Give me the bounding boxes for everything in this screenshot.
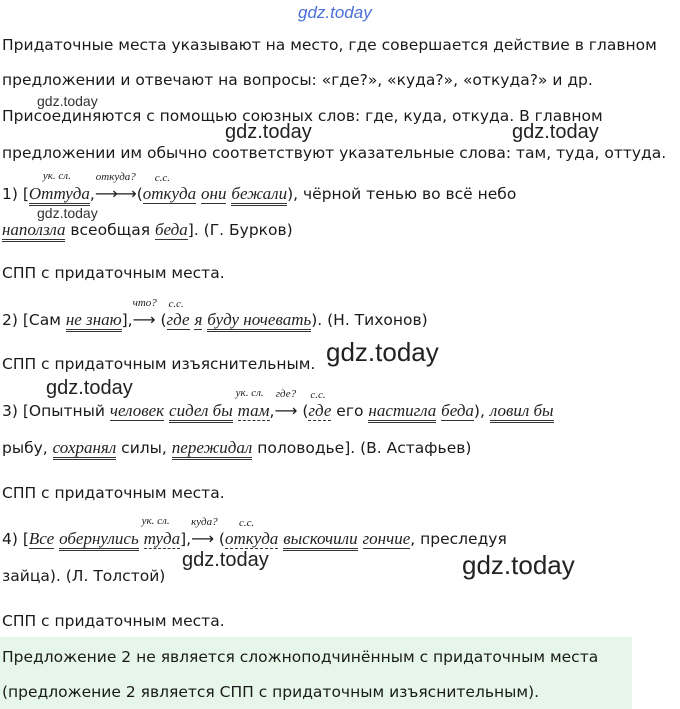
predicate-word: буду ночевать: [207, 310, 311, 332]
predicate-word: обернулись: [59, 529, 139, 551]
sentence-4-line-2: зайца). (Л. Толстой): [2, 567, 166, 585]
sentence-1-line-1: 1) [Оттуда ук. сл. , откуда? ⟶⟶(откуда с.с. они бежали), чёрной тенью во всё небо: [2, 184, 516, 204]
pointer-word: туда ук. сл.: [141, 515, 181, 548]
watermark: gdz.today: [37, 93, 98, 109]
watermark: gdz.today: [225, 121, 312, 143]
predicate-word: бежали: [231, 184, 287, 206]
sentence-3-line-2: рыбу, сохранял силы, пережидал половодье]. (В. Астафьев): [2, 438, 471, 458]
subject-word: Все: [28, 529, 55, 548]
result-1: СПП с придаточным места.: [2, 264, 225, 282]
sentence-2: 2) [Сам не знаю], что? ⟶ (где с.с. я буду ночевать). (Н. Тихонов): [2, 310, 428, 330]
watermark-top: gdz.today: [298, 3, 372, 22]
conclusion-line: (предложение 2 является СПП с придаточным изъяснительным).: [2, 683, 540, 701]
predicate-word: настигла: [368, 401, 436, 423]
intro-line: Присоединяются с помощью союзных слов: где, куда, откуда. В главном: [2, 107, 603, 125]
conjunctive-word: где с.с.: [166, 298, 190, 329]
result-2: СПП с придаточным изъяснительным.: [2, 355, 316, 373]
subject-word: человек: [109, 401, 165, 420]
sentence-1-line-2: наползла всеобщая беда]. (Г. Бурков): [2, 220, 293, 240]
predicate-word: сохранял: [53, 438, 117, 460]
subject-word: они: [201, 184, 227, 203]
conjunctive-word: где с.с.: [308, 389, 332, 420]
watermark: gdz.today: [512, 121, 599, 143]
predicate-word: наползла: [2, 220, 65, 242]
predicate-word: сидел бы: [169, 401, 233, 423]
conjunctive-word: откуда с.с.: [142, 172, 197, 203]
predicate-word: не знаю: [66, 310, 122, 332]
subject-word: Оттуда ук. сл.: [29, 184, 90, 206]
question-arrow: куда? ⟶: [191, 516, 218, 548]
question-arrow: что? ⟶: [132, 297, 157, 329]
intro-line: предложении и отвечают на вопросы: «где?», «куда?», «откуда?» и др.: [2, 71, 593, 89]
watermark: gdz.today: [326, 337, 439, 367]
watermark: gdz.today: [37, 205, 98, 221]
result-4: СПП с придаточным места.: [2, 612, 225, 630]
subject-word: я: [194, 310, 203, 329]
question-arrow: где? ⟶: [274, 388, 298, 420]
sentence-3-line-1: 3) [Опытный человек сидел бы там ук. сл. , где? ⟶ (где с.с. его настигла беда), ловил бы: [2, 401, 554, 421]
sentence-4-line-1: 4) [Все обернулись туда ук. сл. ], куда? ⟶ (откуда с.с. выскочили гончие, преследуя: [2, 529, 507, 549]
conjunctive-word: откуда с.с.: [224, 517, 279, 548]
intro-line: Придаточные места указывают на место, где совершается действие в главном: [2, 36, 657, 54]
question-arrow: откуда? ⟶⟶: [94, 171, 137, 203]
pointer-word-label: ук. сл.: [42, 170, 71, 182]
intro-line: предложении им обычно соответствуют указательные слова: там, туда, оттуда.: [2, 144, 667, 162]
conclusion-line: Предложение 2 не является сложноподчинённым с придаточным места: [2, 648, 599, 666]
predicate-word: ловил бы: [490, 401, 554, 423]
subject-word: беда: [154, 220, 188, 239]
pointer-word: там ук. сл.: [235, 387, 270, 420]
result-3: СПП с придаточным места.: [2, 484, 225, 502]
watermark: gdz.today: [182, 549, 269, 571]
subject-word: беда: [441, 401, 474, 420]
predicate-word: пережидал: [172, 438, 253, 460]
watermark: gdz.today: [462, 550, 575, 580]
watermark: gdz.today: [46, 377, 133, 399]
subject-word: гончие: [362, 529, 411, 548]
predicate-word: выскочили: [283, 529, 357, 551]
